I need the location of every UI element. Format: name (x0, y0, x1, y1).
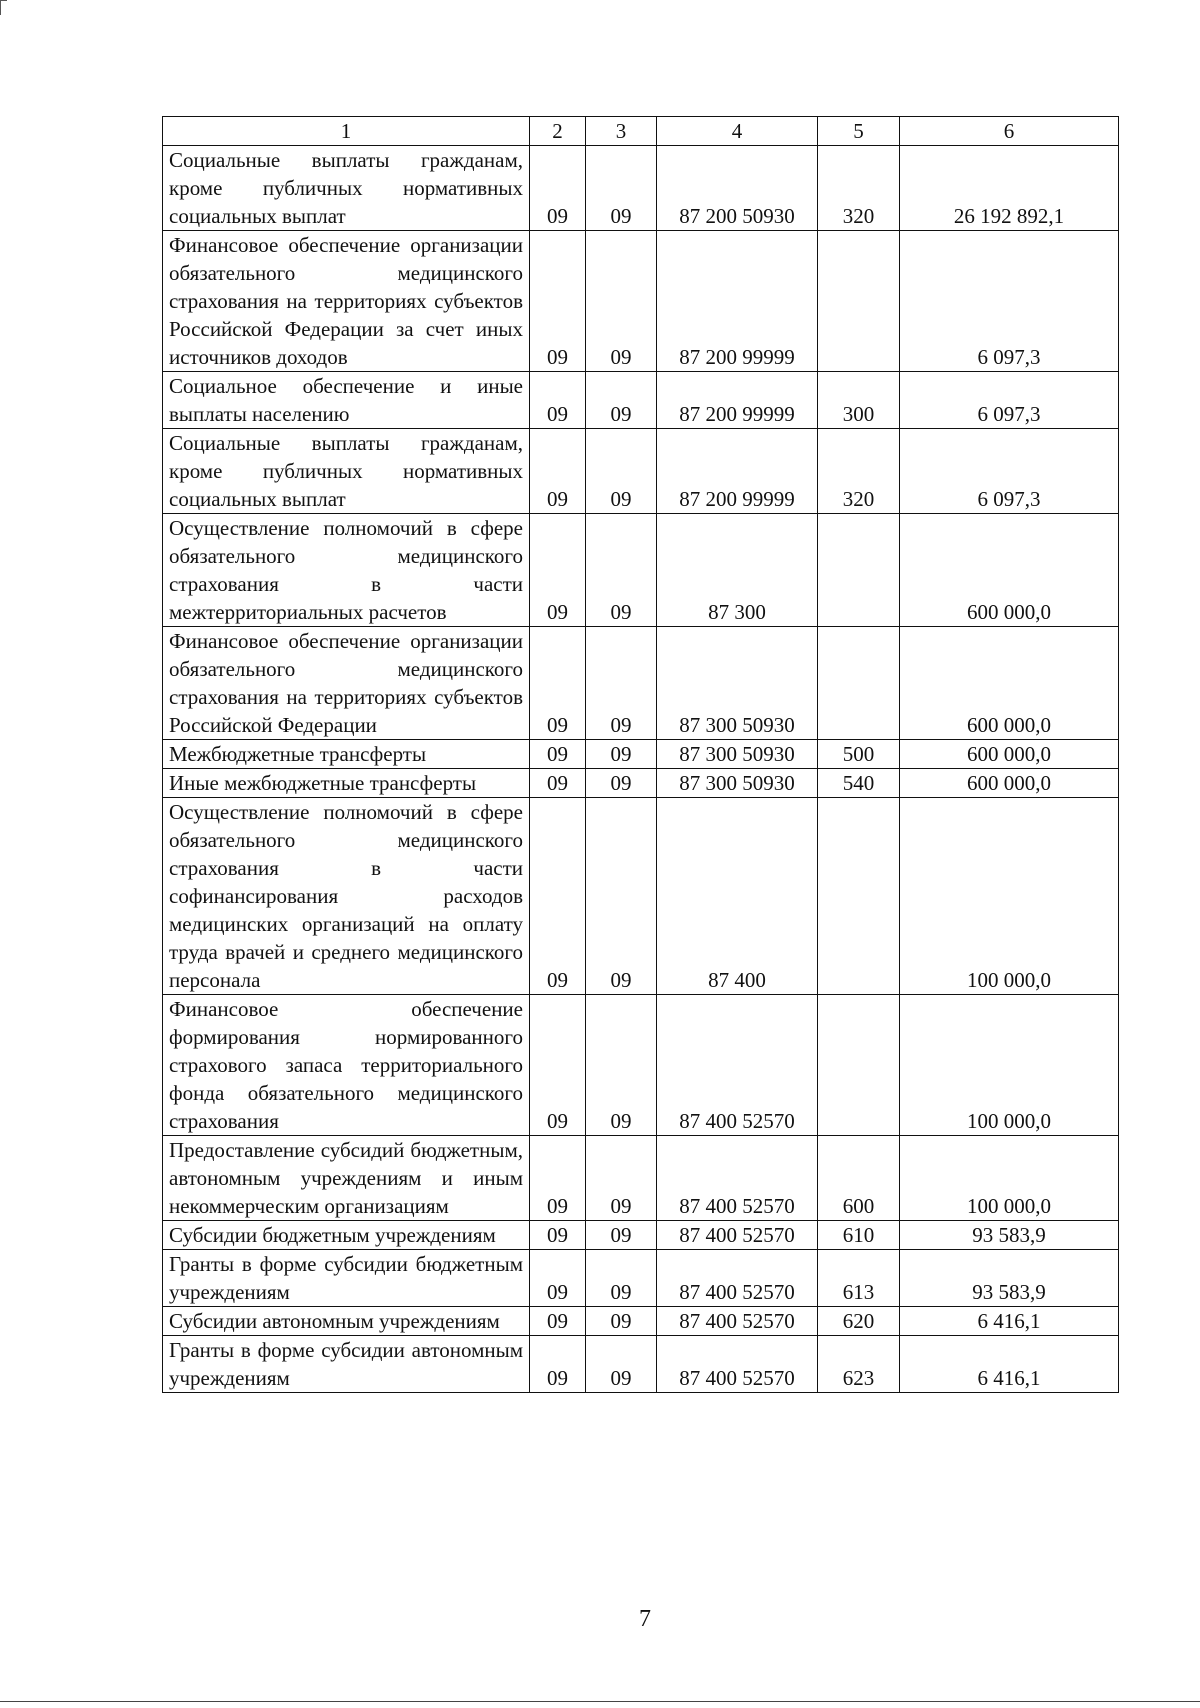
section-cell: 09 (530, 231, 586, 372)
item-name-cell: Предоставление субсидий бюджетным, автономным учреждениям и иным некоммерческим организациям (163, 1136, 530, 1221)
column-header-5: 5 (818, 117, 900, 146)
target-article-cell: 87 400 52570 (657, 995, 818, 1136)
expense-type-cell: 500 (818, 740, 900, 769)
section-cell: 09 (530, 372, 586, 429)
expense-type-cell (818, 627, 900, 740)
amount-cell: 26 192 892,1 (900, 146, 1119, 231)
table-row (163, 1336, 1119, 1393)
item-name-cell: Социальные выплаты гражданам, кроме публичных нормативных социальных выплат (163, 429, 530, 514)
subsection-cell: 09 (586, 1136, 657, 1221)
amount-cell: 6 097,3 (900, 429, 1119, 514)
item-name-cell: Осуществление полномочий в сфере обязательного медицинского страхования в части межтерриториальных расчетов (163, 514, 530, 627)
item-name-cell: Иные межбюджетные трансферты (163, 769, 530, 798)
table-row (163, 769, 1119, 798)
target-article-cell: 87 200 99999 (657, 231, 818, 372)
table-row (163, 740, 1119, 769)
column-header-2: 2 (530, 117, 586, 146)
expense-type-cell: 300 (818, 372, 900, 429)
amount-cell: 600 000,0 (900, 514, 1119, 627)
subsection-cell: 09 (586, 627, 657, 740)
subsection-cell: 09 (586, 1221, 657, 1250)
item-name-cell: Финансовое обеспечение организации обязательного медицинского страхования на территориях субъектов Российской Федерации за счет иных источников доходов (163, 231, 530, 372)
page-number: 7 (639, 1606, 651, 1632)
expense-type-cell: 613 (818, 1250, 900, 1307)
section-cell: 09 (530, 1336, 586, 1393)
section-cell: 09 (530, 1221, 586, 1250)
item-name-cell: Финансовое обеспечение организации обязательного медицинского страхования на территориях субъектов Российской Федерации (163, 627, 530, 740)
subsection-cell: 09 (586, 1250, 657, 1307)
target-article-cell: 87 400 (657, 798, 818, 995)
amount-cell: 6 097,3 (900, 231, 1119, 372)
table-row (163, 146, 1119, 231)
budget-table (162, 116, 1119, 1393)
table-row (163, 372, 1119, 429)
section-cell: 09 (530, 995, 586, 1136)
column-header-6: 6 (900, 117, 1119, 146)
target-article-cell: 87 400 52570 (657, 1336, 818, 1393)
target-article-cell: 87 400 52570 (657, 1136, 818, 1221)
subsection-cell: 09 (586, 1336, 657, 1393)
item-name-cell: Гранты в форме субсидии автономным учреждениям (163, 1336, 530, 1393)
expense-type-cell: 320 (818, 429, 900, 514)
table-row (163, 798, 1119, 995)
expense-type-cell: 620 (818, 1307, 900, 1336)
amount-cell: 6 416,1 (900, 1307, 1119, 1336)
expense-type-cell (818, 995, 900, 1136)
section-cell: 09 (530, 769, 586, 798)
table-row (163, 1136, 1119, 1221)
target-article-cell: 87 400 52570 (657, 1250, 818, 1307)
section-cell: 09 (530, 146, 586, 231)
scan-edge-line (0, 1701, 1200, 1702)
expense-type-cell: 320 (818, 146, 900, 231)
expense-type-cell (818, 798, 900, 995)
table-row (163, 429, 1119, 514)
amount-cell: 100 000,0 (900, 798, 1119, 995)
subsection-cell: 09 (586, 740, 657, 769)
subsection-cell: 09 (586, 146, 657, 231)
target-article-cell: 87 200 99999 (657, 429, 818, 514)
amount-cell: 93 583,9 (900, 1221, 1119, 1250)
item-name-cell: Осуществление полномочий в сфере обязательного медицинского страхования в части софинансирования расходов медицинских организаций на оплату труда врачей и среднего медицинского персонала (163, 798, 530, 995)
item-name-cell: Субсидии бюджетным учреждениям (163, 1221, 530, 1250)
amount-cell: 600 000,0 (900, 769, 1119, 798)
table-row (163, 995, 1119, 1136)
amount-cell: 100 000,0 (900, 1136, 1119, 1221)
amount-cell: 6 097,3 (900, 372, 1119, 429)
expense-type-cell: 600 (818, 1136, 900, 1221)
table-row (163, 231, 1119, 372)
target-article-cell: 87 200 50930 (657, 146, 818, 231)
subsection-cell: 09 (586, 1307, 657, 1336)
subsection-cell: 09 (586, 769, 657, 798)
target-article-cell: 87 300 (657, 514, 818, 627)
item-name-cell: Социальное обеспечение и иные выплаты населению (163, 372, 530, 429)
header-row (163, 117, 1119, 146)
target-article-cell: 87 300 50930 (657, 740, 818, 769)
table-body (163, 146, 1119, 1393)
target-article-cell: 87 400 52570 (657, 1307, 818, 1336)
item-name-cell: Социальные выплаты гражданам, кроме публичных нормативных социальных выплат (163, 146, 530, 231)
target-article-cell: 87 300 50930 (657, 769, 818, 798)
target-article-cell: 87 300 50930 (657, 627, 818, 740)
target-article-cell: 87 200 99999 (657, 372, 818, 429)
table-row (163, 627, 1119, 740)
section-cell: 09 (530, 1250, 586, 1307)
section-cell: 09 (530, 798, 586, 995)
expense-type-cell: 540 (818, 769, 900, 798)
expense-type-cell (818, 231, 900, 372)
item-name-cell: Гранты в форме субсидии бюджетным учреждениям (163, 1250, 530, 1307)
amount-cell: 93 583,9 (900, 1250, 1119, 1307)
subsection-cell: 09 (586, 231, 657, 372)
section-cell: 09 (530, 740, 586, 769)
table-row (163, 514, 1119, 627)
section-cell: 09 (530, 1136, 586, 1221)
column-header-3: 3 (586, 117, 657, 146)
subsection-cell: 09 (586, 798, 657, 995)
subsection-cell: 09 (586, 429, 657, 514)
item-name-cell: Финансовое обеспечение формирования нормированного страхового запаса территориального фонда обязательного медицинского страхования (163, 995, 530, 1136)
expense-type-cell: 610 (818, 1221, 900, 1250)
expense-type-cell: 623 (818, 1336, 900, 1393)
column-header-1: 1 (163, 117, 530, 146)
subsection-cell: 09 (586, 995, 657, 1136)
subsection-cell: 09 (586, 372, 657, 429)
section-cell: 09 (530, 429, 586, 514)
column-header-4: 4 (657, 117, 818, 146)
section-cell: 09 (530, 627, 586, 740)
amount-cell: 600 000,0 (900, 627, 1119, 740)
subsection-cell: 09 (586, 514, 657, 627)
scan-edge-mark (0, 0, 7, 15)
expense-type-cell (818, 514, 900, 627)
amount-cell: 100 000,0 (900, 995, 1119, 1136)
table-row (163, 1250, 1119, 1307)
section-cell: 09 (530, 514, 586, 627)
item-name-cell: Субсидии автономным учреждениям (163, 1307, 530, 1336)
target-article-cell: 87 400 52570 (657, 1221, 818, 1250)
amount-cell: 600 000,0 (900, 740, 1119, 769)
table-row (163, 1307, 1119, 1336)
section-cell: 09 (530, 1307, 586, 1336)
table-row (163, 1221, 1119, 1250)
item-name-cell: Межбюджетные трансферты (163, 740, 530, 769)
amount-cell: 6 416,1 (900, 1336, 1119, 1393)
